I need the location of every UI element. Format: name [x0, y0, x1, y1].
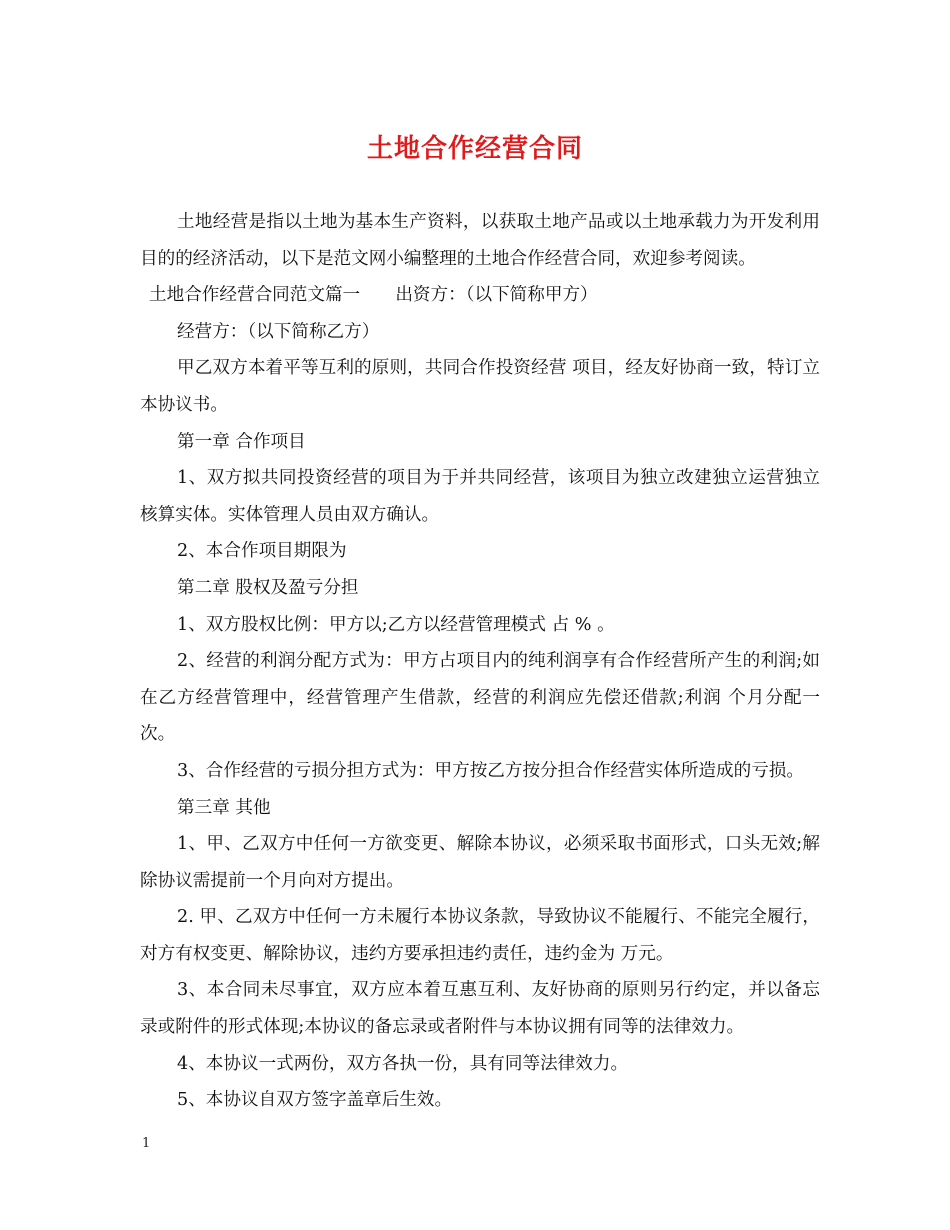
clause-1-2: 2、本合作项目期限为 [177, 541, 347, 562]
clause-2-1: 1、双方股权比例：甲方以;乙方以经营管理模式 占 % 。 [177, 614, 615, 635]
document-body [140, 204, 820, 1119]
clause-3-4: 4、本协议一式两份，双方各执一份，具有同等法律效力。 [177, 1053, 629, 1074]
paragraph-intro: 土地经营是指以土地为基本生产资料，以获取土地产品或以土地承载力为开发利用目的的经济活动，以下是范文网小编整理的土地合作经营合同，欢迎参考阅读。 [140, 212, 820, 269]
clause-1-1: 1、双方拟共同投资经营的项目为于并共同经营，该项目为独立改建独立运营独立核算实体。实体管理人员由双方确认。 [140, 468, 820, 525]
paragraph-parties-operator: 经营方：（以下简称乙方） [177, 321, 380, 342]
clause-2-3: 3、合作经营的亏损分担方式为：甲方按乙方按分担合作经营实体所造成的亏损。 [177, 760, 804, 781]
clause-3-3: 3、本合同未尽事宜，双方应本着互惠互利、友好协商的原则另行约定，并以备忘录或附件的形式体现;本协议的备忘录或者附件与本协议拥有同等的法律效力。 [140, 980, 820, 1038]
paragraph-parties-funder: 土地合作经营合同范文篇一 出资方：（以下简称甲方） [149, 285, 598, 306]
chapter-heading-2: 第二章 股权及盈亏分担 [177, 577, 359, 598]
clause-2-2: 2、经营的利润分配方式为：甲方占项目内的纯利润享有合作经营所产生的利润;如在乙方经营管理中，经营管理产生借款，经营的利润应先偿还借款;利润 个月分配一次。 [140, 651, 820, 745]
paragraph-preamble: 甲乙双方本着平等互利的原则，共同合作投资经营 项目，经友好协商一致，特订立本协议书。 [140, 358, 820, 415]
clause-3-5: 5、本协议自双方签字盖章后生效。 [177, 1090, 453, 1111]
clause-3-2: 2. 甲、乙双方中任何一方未履行本协议条款，导致协议不能履行、不能完全履行，对方有权变更、解除协议，违约方要承担违约责任，违约金为 万元。 [140, 907, 820, 964]
chapter-heading-3: 第三章 其他 [177, 797, 271, 818]
page-title: 土地合作经营合同 [366, 134, 583, 164]
page-number: 1 [142, 1136, 151, 1151]
chapter-heading-1: 第一章 合作项目 [177, 431, 306, 452]
clause-3-1: 1、甲、乙双方中任何一方欲变更、解除本协议，必须采取书面形式，口头无效;解除协议需提前一个月向对方提出。 [140, 834, 820, 891]
